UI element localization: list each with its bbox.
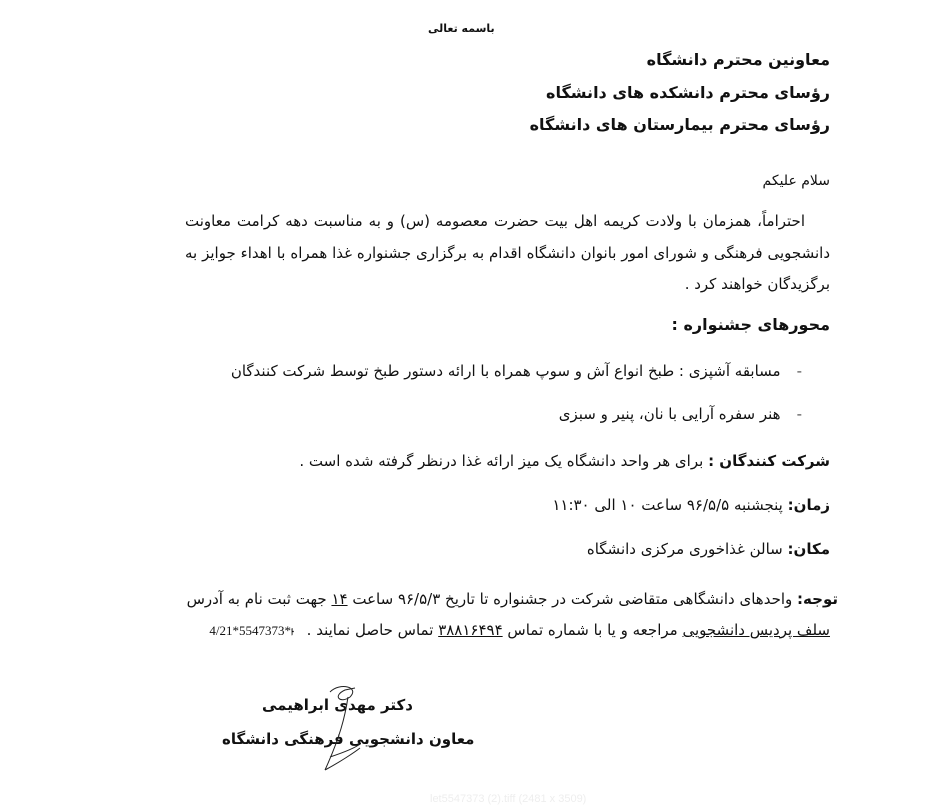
note-line-2 <box>209 621 830 644</box>
signer-name: دکتر مهدی ابراهیمی <box>262 696 413 714</box>
recipient-1: معاونین محترم دانشگاه <box>646 50 830 69</box>
file-caption: let5547373 (2).tiff (2481 x 3509) <box>430 793 587 805</box>
note-hour: ۱۴ <box>331 590 348 608</box>
participants-label: شرکت کنندگان : <box>708 452 830 470</box>
time-text: پنجشنبه ۹۶/۵/۵ ساعت ۱۰ الی ۱۱:۳۰ <box>552 496 783 514</box>
reference-number: 4/21*ࡷ*5547373 <box>209 623 294 638</box>
signature-icon <box>300 682 380 777</box>
axis-item-1 <box>231 362 802 380</box>
time-label: زمان: <box>787 496 830 514</box>
participants <box>299 452 830 470</box>
invocation: باسمه تعالی <box>428 22 495 35</box>
note-line-1 <box>187 590 838 608</box>
note-label: توجه: <box>797 590 838 608</box>
place-text: سالن غذاخوری مرکزی دانشگاه <box>586 540 783 558</box>
bullet: - <box>796 405 802 423</box>
axes-title: محورهای جشنواره : <box>671 315 830 334</box>
place-label: مکان: <box>787 540 830 558</box>
place <box>587 540 830 558</box>
note-phone: ۳۸۸۱۶۴۹۴ <box>438 621 503 639</box>
greeting: سلام علیکم <box>762 173 830 189</box>
intro-text: احتراماً، همزمان با ولادت کریمه اهل بیت حضرت معصومه (س) و به مناسبت دهه کرامت معاونت دانشجویی فرهنگی و شورای امور بانوان دانشگاه اقدام به برگزاری جشنواره غذا همراه با اهداء جوایز به برگزیدگان خواهند کرد . <box>185 212 830 293</box>
signer-title: معاون دانشجویی فرهنگی دانشگاه <box>222 730 475 748</box>
note-text: واحدهای دانشگاهی متقاضی شرکت در جشنواره تا تاریخ ۹۶/۵/۳ ساعت <box>352 590 793 608</box>
axis-text: مسابقه آشپزی : طبخ انواع آش و سوپ همراه با ارائه دستور طبخ توسط شرکت کنندگان <box>230 362 781 380</box>
intro-paragraph <box>185 206 830 301</box>
axis-text: هنر سفره آرایی با نان، پنیر و سبزی <box>558 405 781 423</box>
note-text: جهت ثبت نام به آدرس <box>186 590 327 608</box>
bullet: - <box>796 362 802 380</box>
note-text: مراجعه و یا با شماره تماس <box>507 621 678 639</box>
note-text: تماس حاصل نمایند . <box>306 621 434 639</box>
participants-text: برای هر واحد دانشگاه یک میز ارائه غذا درنظر گرفته شده است . <box>299 452 704 470</box>
recipient-3: رؤسای محترم بیمارستان های دانشگاه <box>529 115 830 134</box>
recipient-2: رؤسای محترم دانشکده های دانشگاه <box>546 83 830 102</box>
note-address: سلف پردیس دانشجویی <box>682 621 830 639</box>
axis-item-2 <box>559 405 802 423</box>
time <box>552 496 830 514</box>
